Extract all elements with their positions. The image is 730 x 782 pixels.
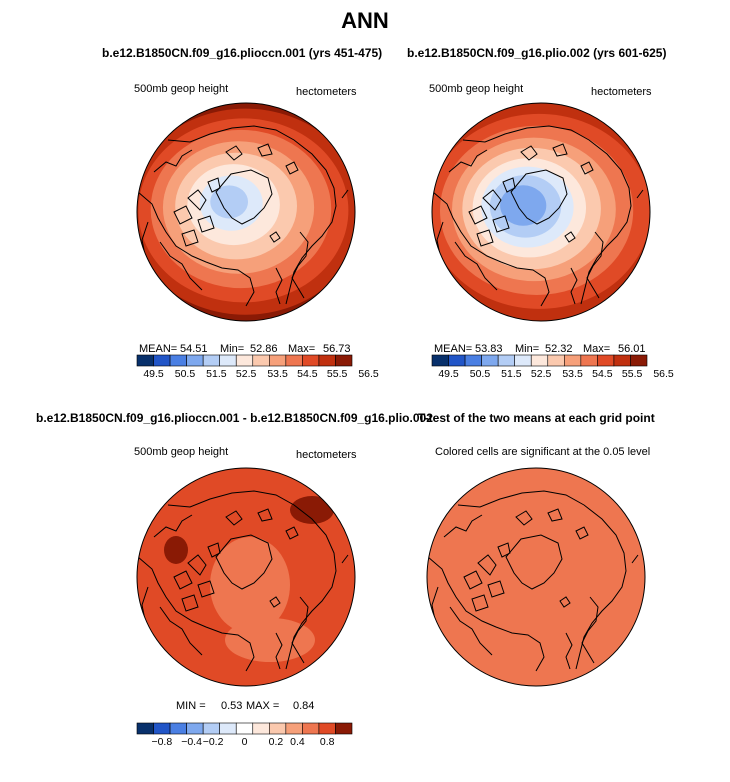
panel-1-variable-label: 500mb geop height <box>134 83 229 95</box>
panel-1-units-label: hectometers <box>296 86 357 98</box>
panel-2-map <box>399 85 693 343</box>
cbar3-swatch-2 <box>170 723 187 734</box>
cbar2-tick-label-4: 53.5 <box>562 368 583 380</box>
panel-2-title: b.e12.B1850CN.f09_g16.plio.002 (yrs 601-625) <box>407 46 667 60</box>
cbar3-swatch-12 <box>335 723 352 734</box>
cbar1-swatch-11 <box>319 355 336 366</box>
cbar2-tick-label-7: 56.5 <box>653 368 674 380</box>
cbar1-swatch-0 <box>137 355 154 366</box>
cbar2-tick-label-1: 50.5 <box>469 368 491 380</box>
panel-2-max-value: 56.01 <box>618 343 646 355</box>
cbar2-swatch-11 <box>614 355 631 366</box>
panel-3-min-value: 0.53 <box>221 700 243 712</box>
panel-1-mean-value: 54.51 <box>180 343 208 355</box>
cbar1-swatch-8 <box>269 355 286 366</box>
cbar1-tick-label-4: 53.5 <box>267 368 288 380</box>
panel-2-units-label: hectometers <box>591 86 652 98</box>
cbar1-swatch-3 <box>187 355 204 366</box>
panel-4-significance-note: Colored cells are significant at the 0.05 level <box>435 446 651 458</box>
cbar2-tick-label-2: 51.5 <box>501 368 522 380</box>
cbar2-swatch-7 <box>548 355 565 366</box>
cbar3-swatch-9 <box>286 723 303 734</box>
map3-high-patch <box>290 496 334 524</box>
cbar2-swatch-1 <box>449 355 466 366</box>
cbar3-swatch-5 <box>220 723 237 734</box>
cbar1-tick-label-5: 54.5 <box>297 368 318 380</box>
cbar1-swatch-9 <box>286 355 303 366</box>
cbar3-swatch-11 <box>319 723 336 734</box>
panel-2-min-value: 52.32 <box>545 343 573 355</box>
cbar3-swatch-7 <box>253 723 270 734</box>
cbar3-tick-label-2: −0.2 <box>202 736 224 748</box>
cbar1-tick-label-7: 56.5 <box>358 368 379 380</box>
panel-1-max-label: Max= <box>288 343 316 355</box>
cbar2-swatch-6 <box>531 355 548 366</box>
cbar3-swatch-0 <box>137 723 154 734</box>
cbar1-swatch-6 <box>236 355 253 366</box>
panel-1-min-value: 52.86 <box>250 343 278 355</box>
cbar3-swatch-6 <box>236 723 253 734</box>
cbar1-tick-label-1: 50.5 <box>174 368 196 380</box>
cbar3-tick-label-5: 0.4 <box>290 736 305 748</box>
cbar1-swatch-7 <box>253 355 270 366</box>
panel-1-min-label: Min= <box>220 343 245 355</box>
cbar2-swatch-8 <box>564 355 581 366</box>
panel-3-map <box>126 457 366 697</box>
cbar1-tick-label-0: 49.5 <box>143 368 164 380</box>
panel-3-variable-label: 500mb geop height <box>134 446 229 458</box>
cbar1-swatch-10 <box>302 355 319 366</box>
panel-3-max-value: 0.84 <box>293 700 315 712</box>
cbar1-swatch-1 <box>154 355 171 366</box>
cbar3-tick-label-3: 0 <box>241 736 248 748</box>
cbar3-tick-label-1: −0.4 <box>181 736 202 748</box>
panel-2-min-label: Min= <box>515 343 540 355</box>
cbar3-tick-label-4: 0.2 <box>268 736 284 748</box>
cbar3-swatch-1 <box>154 723 171 734</box>
cbar1-tick-label-2: 51.5 <box>206 368 227 380</box>
cbar2-swatch-3 <box>482 355 499 366</box>
cbar1-tick-label-3: 52.5 <box>235 368 257 380</box>
cbar2-swatch-9 <box>581 355 598 366</box>
cbar1-tick-label-6: 55.5 <box>326 368 348 380</box>
cbar2-tick-label-6: 55.5 <box>621 368 643 380</box>
panel-3-colorbar <box>137 723 352 748</box>
cbar2-tick-label-3: 52.5 <box>530 368 552 380</box>
cbar2-swatch-0 <box>432 355 449 366</box>
panel-1-max-value: 56.73 <box>323 343 351 355</box>
cbar3-tick-label-6: 0.8 <box>319 736 335 748</box>
cbar1-swatch-5 <box>220 355 237 366</box>
panel-4-title: T-test of the two means at each grid point <box>418 411 655 425</box>
panel-1-title: b.e12.B1850CN.f09_g16.plioccn.001 (yrs 451-475) <box>102 46 383 60</box>
panel-2-mean-value: 53.83 <box>475 343 503 355</box>
panel-3-title: b.e12.B1850CN.f09_g16.plioccn.001 - b.e12.B1850CN.f09_g16.plio.002 <box>36 411 433 425</box>
map3-high-patch-2 <box>164 536 188 564</box>
cbar1-swatch-4 <box>203 355 220 366</box>
panel-1-mean-label: MEAN= <box>139 343 178 355</box>
panel-2-colorbar <box>432 355 674 380</box>
cbar2-swatch-2 <box>465 355 482 366</box>
panel-1-map <box>103 86 397 344</box>
figure-title: ANN <box>341 8 389 33</box>
cbar3-swatch-10 <box>302 723 319 734</box>
cbar2-swatch-5 <box>515 355 532 366</box>
cbar3-swatch-3 <box>187 723 204 734</box>
cbar1-swatch-12 <box>335 355 352 366</box>
cbar2-swatch-12 <box>630 355 647 366</box>
panel-3-units-label: hectometers <box>296 449 357 461</box>
cbar2-tick-label-0: 49.5 <box>438 368 459 380</box>
panel-1-colorbar <box>137 355 379 380</box>
cbar1-swatch-2 <box>170 355 187 366</box>
panel-3-max-label: MAX = <box>246 700 280 712</box>
cbar3-swatch-8 <box>269 723 286 734</box>
panel-3-min-label: MIN = <box>176 700 206 712</box>
cbar3-swatch-4 <box>203 723 220 734</box>
cbar2-swatch-10 <box>597 355 614 366</box>
panel-2-variable-label: 500mb geop height <box>429 83 524 95</box>
cbar3-tick-label-0: −0.8 <box>151 736 173 748</box>
map4-fill <box>416 457 656 697</box>
panel-2-mean-label: MEAN= <box>434 343 473 355</box>
panel-2-max-label: Max= <box>583 343 611 355</box>
panel-4-map <box>416 457 656 697</box>
cbar2-tick-label-5: 54.5 <box>592 368 613 380</box>
cbar2-swatch-4 <box>498 355 515 366</box>
